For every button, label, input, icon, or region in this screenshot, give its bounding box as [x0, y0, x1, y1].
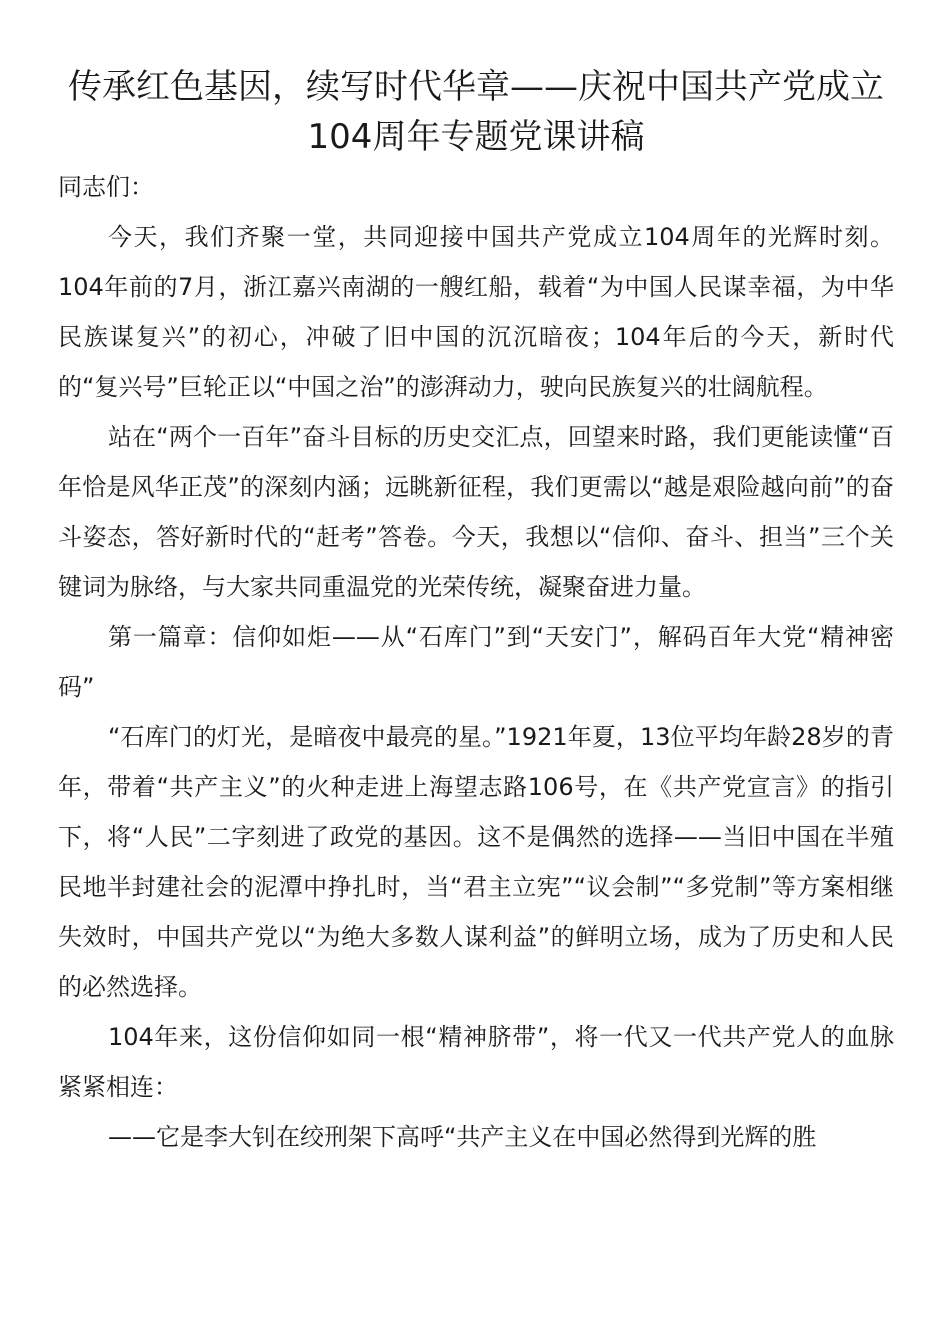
chapter-heading-1: 第一篇章：信仰如炬——从“石库门”到“天安门”，解码百年大党“精神密码” — [58, 623, 894, 701]
salutation: 同志们： — [58, 173, 154, 201]
paragraph-li-dazhao: ——它是李大钊在绞刑架下高呼“共产主义在中国必然得到光辉的胜 — [108, 1123, 817, 1151]
paragraph-faith: 104年来，这份信仰如同一根“精神脐带”，将一代又一代共产党人的血脉紧紧相连： — [58, 1023, 894, 1101]
paragraph-intro: 今天，我们齐聚一堂，共同迎接中国共产党成立104周年的光辉时刻。104年前的7月，浙江嘉兴南湖的一艘红船，载着“为中国人民谋幸福，为中华民族谋复兴”的初心，冲破了旧中国的沉沉暗夜；104年后的今天，新时代的“复兴号”巨轮正以“中国之治”的澎湃动力，驶向民族复兴的壮阔航程。 — [58, 223, 894, 401]
paragraph-overview: 站在“两个一百年”奋斗目标的历史交汇点，回望来时路，我们更能读懂“百年恰是风华正茂”的深刻内涵；远眺新征程，我们更需以“越是艰险越向前”的奋斗姿态，答好新时代的“赶考”答卷。今天，我想以“信仰、奋斗、担当”三个关键词为脉络，与大家共同重温党的光荣传统，凝聚奋进力量。 — [58, 423, 894, 601]
document-page — [58, 62, 894, 1162]
document-title: 传承红色基因，续写时代华章——庆祝中国共产党成立104周年专题党课讲稿 — [68, 67, 884, 157]
paragraph-shikumen: “石库门的灯光，是暗夜中最亮的星。”1921年夏，13位平均年龄28岁的青年，带着“共产主义”的火种走进上海望志路106号，在《共产党宣言》的指引下，将“人民”二字刻进了政党的基因。这不是偶然的选择——当旧中国在半殖民地半封建社会的泥潭中挣扎时，当“君主立宪”“议会制”“多党制”等方案相继失效时，中国共产党以“为绝大多数人谋利益”的鲜明立场，成为了历史和人民的必然选择。 — [58, 723, 894, 1001]
